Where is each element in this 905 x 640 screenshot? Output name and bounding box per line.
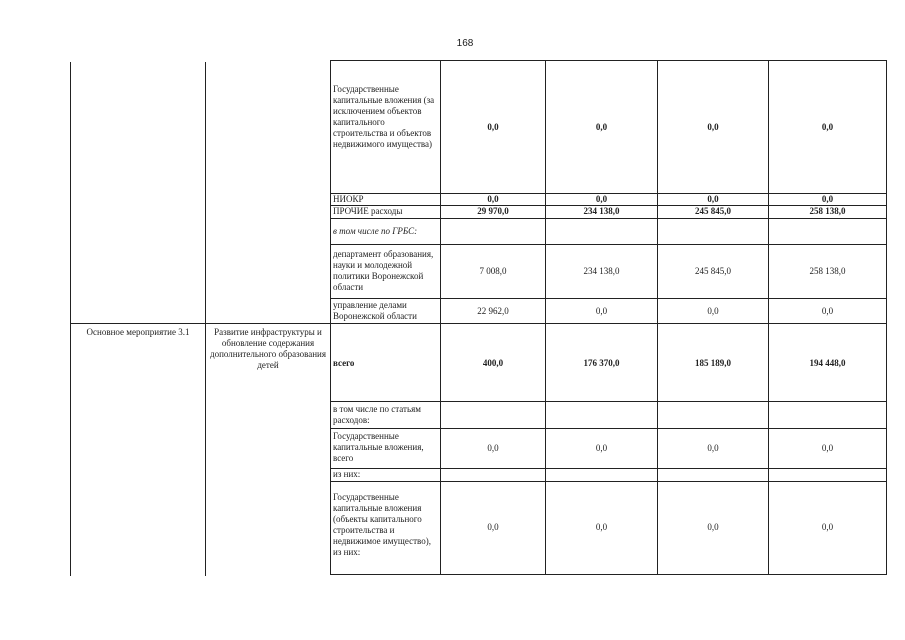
row-value: 234 138,0	[583, 266, 620, 276]
row-value: 245 845,0	[695, 266, 731, 276]
col-line-1	[440, 60, 441, 575]
row-label: департамент образования, науки и молодежной политики Воронежской области	[333, 249, 434, 292]
row-line-8	[330, 428, 887, 429]
row-value: 0,0	[707, 443, 719, 453]
col-line-event-left	[70, 62, 71, 576]
row-value: 0,0	[707, 522, 719, 532]
col-line-2	[545, 60, 546, 575]
row-line-4	[330, 244, 887, 245]
row-label: Государственные капитальные вложения (объекты капитального строительства и недвижимое имущество), из них:	[333, 492, 431, 557]
row-value: 0,0	[821, 522, 834, 532]
event-name: Развитие инфраструктуры и обновление содержания дополнительного образования детей	[210, 327, 326, 370]
row-line-bottom	[330, 574, 887, 575]
col-line-4	[768, 60, 769, 575]
row-line-top	[330, 60, 887, 61]
col-line-label-left	[330, 60, 331, 575]
row-value: 185 189,0	[695, 358, 731, 368]
row-value: 29 970,0	[477, 206, 509, 216]
row-value: 400,0	[482, 358, 504, 368]
row-value: 0,0	[821, 443, 834, 453]
row-value: 245 845,0	[695, 206, 731, 216]
row-label: из них:	[333, 469, 361, 479]
row-value: 0,0	[487, 522, 499, 532]
row-value: 194 448,0	[809, 358, 846, 368]
row-value: 0,0	[707, 306, 719, 316]
row-value: 0,0	[487, 194, 499, 204]
row-value: 0,0	[707, 194, 719, 204]
row-label: НИОКР	[333, 194, 364, 204]
event-code: Основное мероприятие 3.1	[86, 327, 190, 337]
row-value: 0,0	[595, 306, 608, 316]
row-value: 258 138,0	[809, 206, 846, 216]
row-value: 0,0	[595, 522, 608, 532]
row-label: управление делами Воронежской области	[333, 300, 417, 321]
row-value: 176 370,0	[583, 358, 620, 368]
row-value: 0,0	[595, 443, 608, 453]
page-number: 168	[456, 38, 474, 49]
row-label: всего	[333, 358, 355, 368]
row-value: 0,0	[595, 194, 608, 204]
row-value: 0,0	[821, 306, 834, 316]
row-value: 22 962,0	[477, 306, 509, 316]
row-value: 0,0	[821, 194, 834, 204]
row-value: 0,0	[487, 122, 499, 132]
row-line-10	[330, 481, 887, 482]
col-line-event-right	[205, 62, 206, 576]
row-value: 0,0	[821, 122, 834, 132]
row-label: в том числе по статьям расходов:	[333, 404, 421, 425]
row-line-5	[330, 298, 887, 299]
row-line-6	[70, 323, 887, 324]
row-label: ПРОЧИЕ расходы	[333, 206, 403, 216]
row-value: 0,0	[595, 122, 608, 132]
row-value: 0,0	[707, 122, 719, 132]
row-value: 0,0	[487, 443, 499, 453]
row-value: 7 008,0	[479, 266, 507, 276]
row-line-3	[330, 218, 887, 219]
row-line-7	[330, 401, 887, 402]
col-line-3	[657, 60, 658, 575]
row-value: 234 138,0	[583, 206, 620, 216]
row-label: в том числе по ГРБС:	[333, 226, 418, 236]
row-value: 258 138,0	[809, 266, 846, 276]
row-label: Государственные капитальные вложения, всего	[333, 431, 424, 463]
row-label: Государственные капитальные вложения (за исключением объектов капитального строительства и объектов недвижимого имущества)	[333, 84, 435, 149]
col-line-right	[886, 60, 887, 575]
